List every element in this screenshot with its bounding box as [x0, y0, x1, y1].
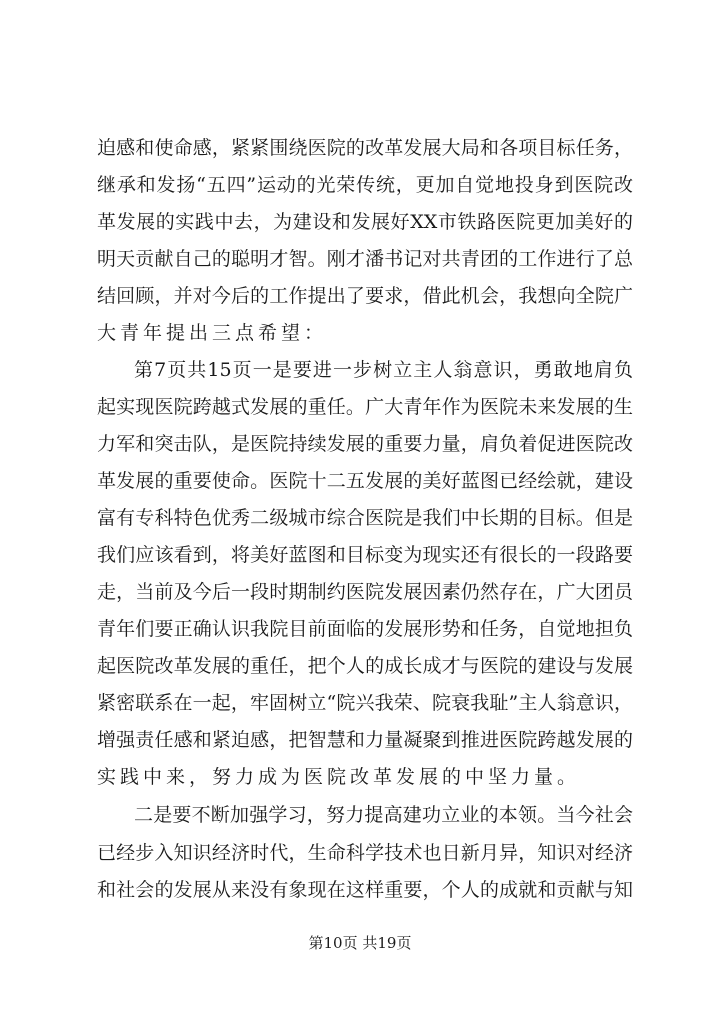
text-line: 富有专科特色优秀二级城市综合医院是我们中长期的目标。但是 — [97, 507, 633, 529]
text-line: 结回顾，并对今后的工作提出了要求，借此机会，我想向全院广 — [97, 285, 633, 307]
text-line: 起医院改革发展的重任，把个人的成长成才与医院的建设与发展 — [97, 655, 633, 677]
text-line: 增强责任感和紧迫感，把智慧和力量凝聚到推进医院跨越发展的 — [97, 729, 633, 751]
text-line: 和社会的发展从来没有象现在这样重要，个人的成就和贡献与知 — [97, 879, 633, 901]
text-line: 紧密联系在一起，牢固树立“院兴我荣、院衰我耻”主人翁意识， — [97, 692, 633, 714]
text-line: 实践中来，努力成为医院改革发展的中坚力量。 — [97, 766, 581, 788]
text-line: 革发展的重要使命。医院十二五发展的美好蓝图已经绘就，建设 — [97, 470, 633, 492]
text-line: 二是要不断加强学习，努力提高建功立业的本领。当今社会 — [134, 804, 633, 826]
text-line: 明天贡献自己的聪明才智。刚才潘书记对共青团的工作进行了总 — [97, 248, 633, 270]
text-line: 继承和发扬“五四”运动的光荣传统，更加自觉地投身到医院改 — [97, 174, 633, 196]
text-line: 大青年提出三点希望： — [97, 322, 328, 344]
text-line: 走，当前及今后一段时期制约医院发展因素仍然存在，广大团员 — [97, 581, 633, 603]
text-line: 青年们要正确认识我院目前面临的发展形势和任务，自觉地担负 — [97, 618, 633, 640]
text-line: 革发展的实践中去，为建设和发展好XX市铁路医院更加美好的 — [97, 211, 633, 233]
text-line: 迫感和使命感，紧紧围绕医院的改革发展大局和各项目标任务， — [97, 137, 633, 159]
text-line: 已经步入知识经济时代，生命科学技术也日新月异，知识对经济 — [97, 842, 633, 864]
page-footer: 第10页 共19页 — [308, 934, 412, 952]
text-line: 我们应该看到，将美好蓝图和目标变为现实还有很长的一段路要 — [97, 544, 633, 566]
text-line: 力军和突击队，是医院持续发展的重要力量，肩负着促进医院改 — [97, 433, 633, 455]
text-line: 起实现医院跨越式发展的重任。广大青年作为医院未来发展的生 — [97, 396, 633, 418]
text-line: 第7页共15页一是要进一步树立主人翁意识，勇敢地肩负 — [134, 359, 633, 381]
